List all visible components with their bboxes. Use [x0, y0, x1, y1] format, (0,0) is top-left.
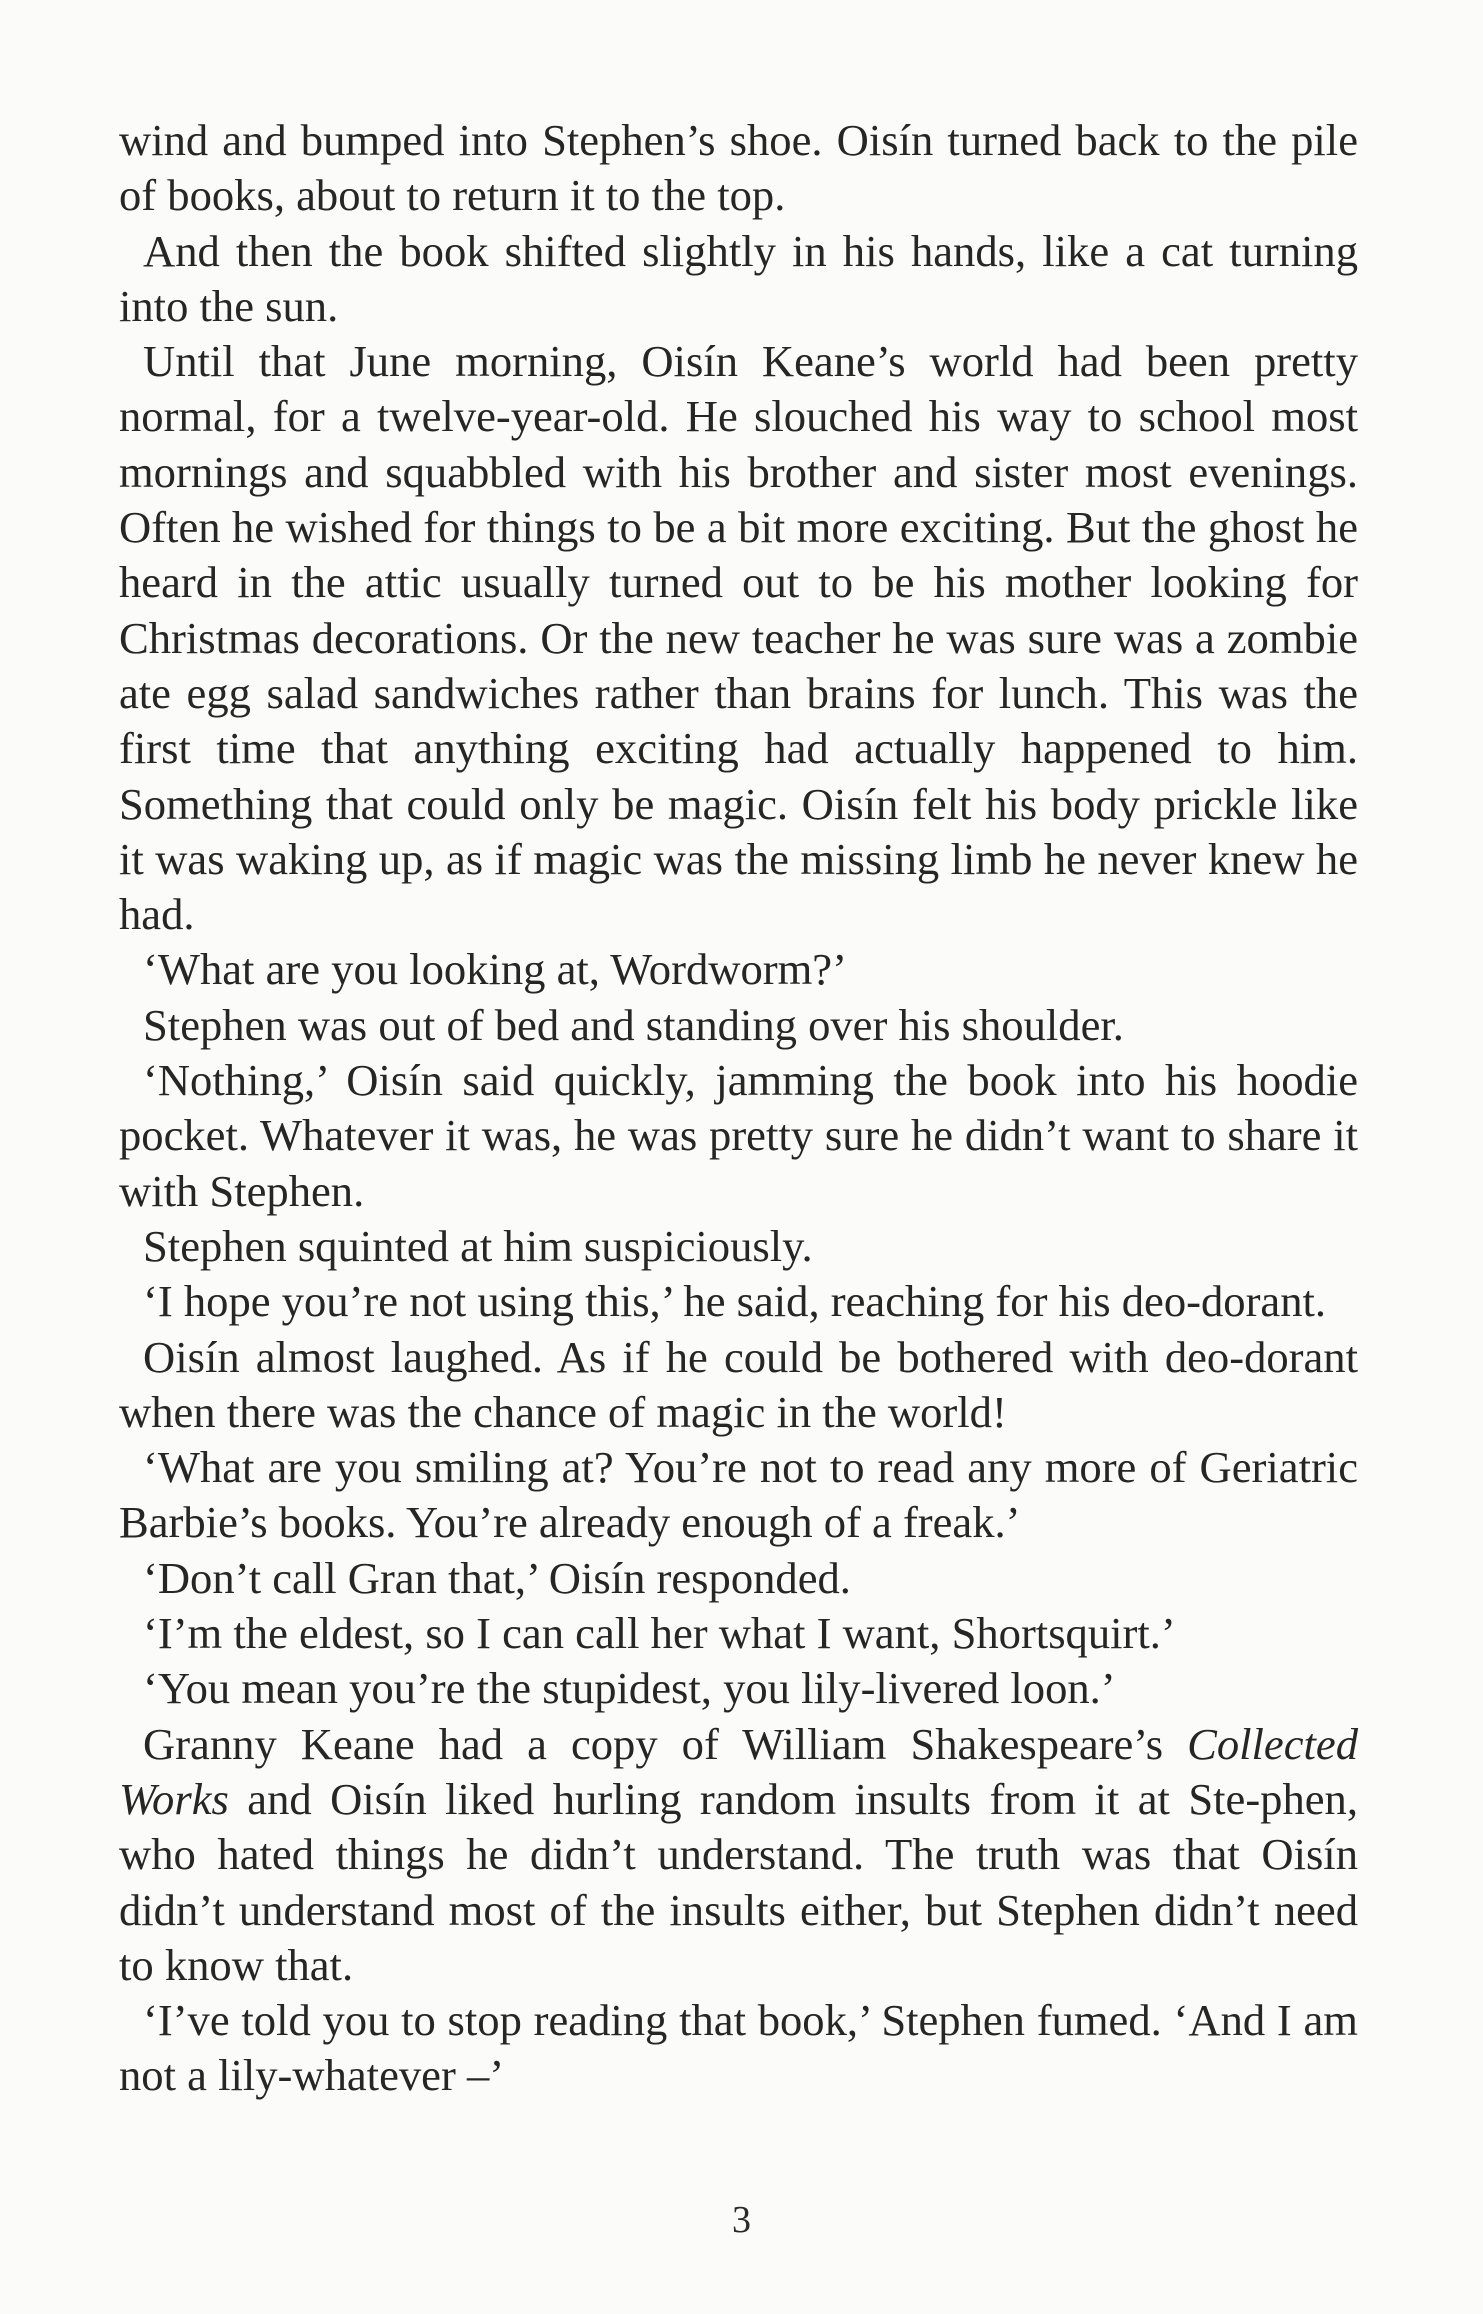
paragraph: Stephen squinted at him suspiciously.	[143, 1220, 813, 1271]
paragraph: ‘I hope you’re not using this,’ he said, reaching for his deo-dorant.	[143, 1276, 1327, 1327]
body-text	[119, 113, 1358, 2104]
paragraph: ‘Nothing,’ Oisín said quickly, jamming the book into his hoodie pocket. Whatever it was, he was pretty sure he didn’t want to share it with Stephen.	[119, 1055, 1358, 1216]
paragraph: ‘What are you looking at, Wordworm?’	[143, 944, 847, 995]
paragraph: ‘You mean you’re the stupidest, you lily-livered loon.’	[143, 1663, 1116, 1714]
page-number: 3	[732, 2199, 751, 2241]
paragraph-shakespeare	[119, 1717, 1358, 1993]
paragraph: ‘What are you smiling at? You’re not to read any more of Geriatric Barbie’s books. You’re already enough of a freak.’	[119, 1442, 1358, 1548]
paragraph: Until that June morning, Oisín Keane’s world had been pretty normal, for a twelve-year-old. He slouched his way to school most mornings and squabbled with his brother and sister most evenings. Often he wished for things to be a bit more exciting. But the ghost he heard in the attic usually turned out to be his mother looking for Christmas decorations. Or the new teacher he was sure was a zombie ate egg salad sandwiches rather than brains for lunch. This was the first time that anything exciting had actually happened to him. Something that could only be magic. Oisín felt his body prickle like it was waking up, as if magic was the missing limb he never knew he had.	[119, 336, 1358, 940]
paragraph: ‘I’m the eldest, so I can call her what I want, Shortsquirt.’	[143, 1608, 1176, 1659]
paragraph-shakespeare-rest: and Oisín liked hurling random insults from it at Ste-phen, who hated things he didn’t understand. The truth was that Oisín didn’t understand most of the insults either, but Stephen didn’t need to know that.	[119, 1773, 1358, 1990]
paragraph: wind and bumped into Stephen’s shoe. Oisín turned back to the pile of books, about to return it to the top.	[119, 115, 1358, 221]
book-title: Collected Works	[119, 1718, 1358, 1824]
paragraph: And then the book shifted slightly in his hands, like a cat turning into the sun.	[119, 225, 1358, 331]
paragraph: ‘Don’t call Gran that,’ Oisín responded.	[143, 1552, 851, 1603]
paragraph: Stephen was out of bed and standing over his shoulder.	[143, 999, 1124, 1050]
paragraph-shakespeare-lead: Granny Keane had a copy of William Shakespeare’s	[143, 1718, 1164, 1769]
paragraph: Oisín almost laughed. As if he could be bothered with deo-dorant when there was the chance of magic in the world!	[119, 1331, 1358, 1437]
paragraph: ‘I’ve told you to stop reading that book,’ Stephen fumed. ‘And I am not a lily-whatever –’	[119, 1995, 1358, 2101]
